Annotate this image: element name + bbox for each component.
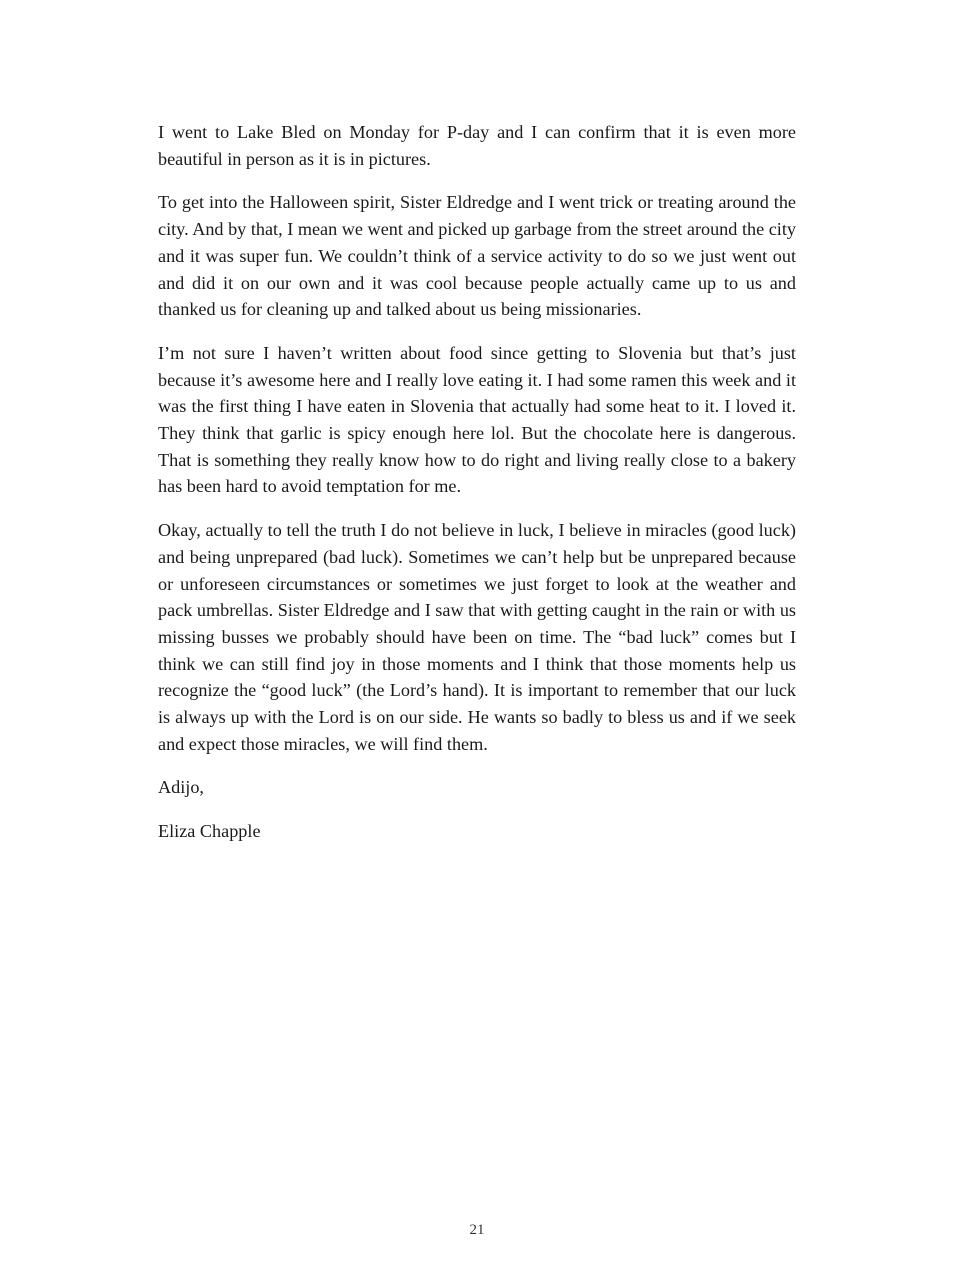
closing-line: Adijo, [158, 777, 204, 798]
paragraph-food: I’m not sure I haven’t written about food since getting to Slovenia but that’s just because it’s awesome here and I really love eating it. I had some ramen this week and it was the first thing I have eaten in Slovenia that actually had some heat to it. I loved it. They think that garlic is spicy enough here lol. But the chocolate here is dangerous. That is something they really know how to do right and living really close to a bakery has been hard to avoid temptation for me. [158, 342, 796, 497]
paragraph-luck: Okay, actually to tell the truth I do not believe in luck, I believe in miracles (good luck) and being unprepared (bad luck). Sometimes we can’t help but be unprepared because or unforeseen circumstances or sometimes we just forget to look at the weather and pack umbrellas. Sister Eldredge and I saw that with getting caught in the rain or with us missing busses we probably should have been on time. The “bad luck” comes but I think we can still find joy in those moments and I think that those moments help us recognize the “good luck” (the Lord’s hand). It is important to remember that our luck is always up with the Lord is on our side. He wants so badly to bless us and if we seek and expect those miracles, we will find them. [158, 520, 796, 754]
letter-body [158, 119, 796, 862]
signature: Eliza Chapple [158, 821, 261, 842]
page-number: 21 [469, 1222, 485, 1238]
paragraph-lake-bled: I went to Lake Bled on Monday for P-day and I can confirm that it is even more beautiful in person as it is in pictures. [158, 122, 796, 169]
paragraph-halloween: To get into the Halloween spirit, Sister Eldredge and I went trick or treating around the city. And by that, I mean we went and picked up garbage from the street around the city and it was super fun. We couldn’t think of a service activity to do so we just went out and did it on our own and it was cool because people actually came up to us and thanked us for cleaning up and talked about us being missionaries. [158, 192, 796, 320]
